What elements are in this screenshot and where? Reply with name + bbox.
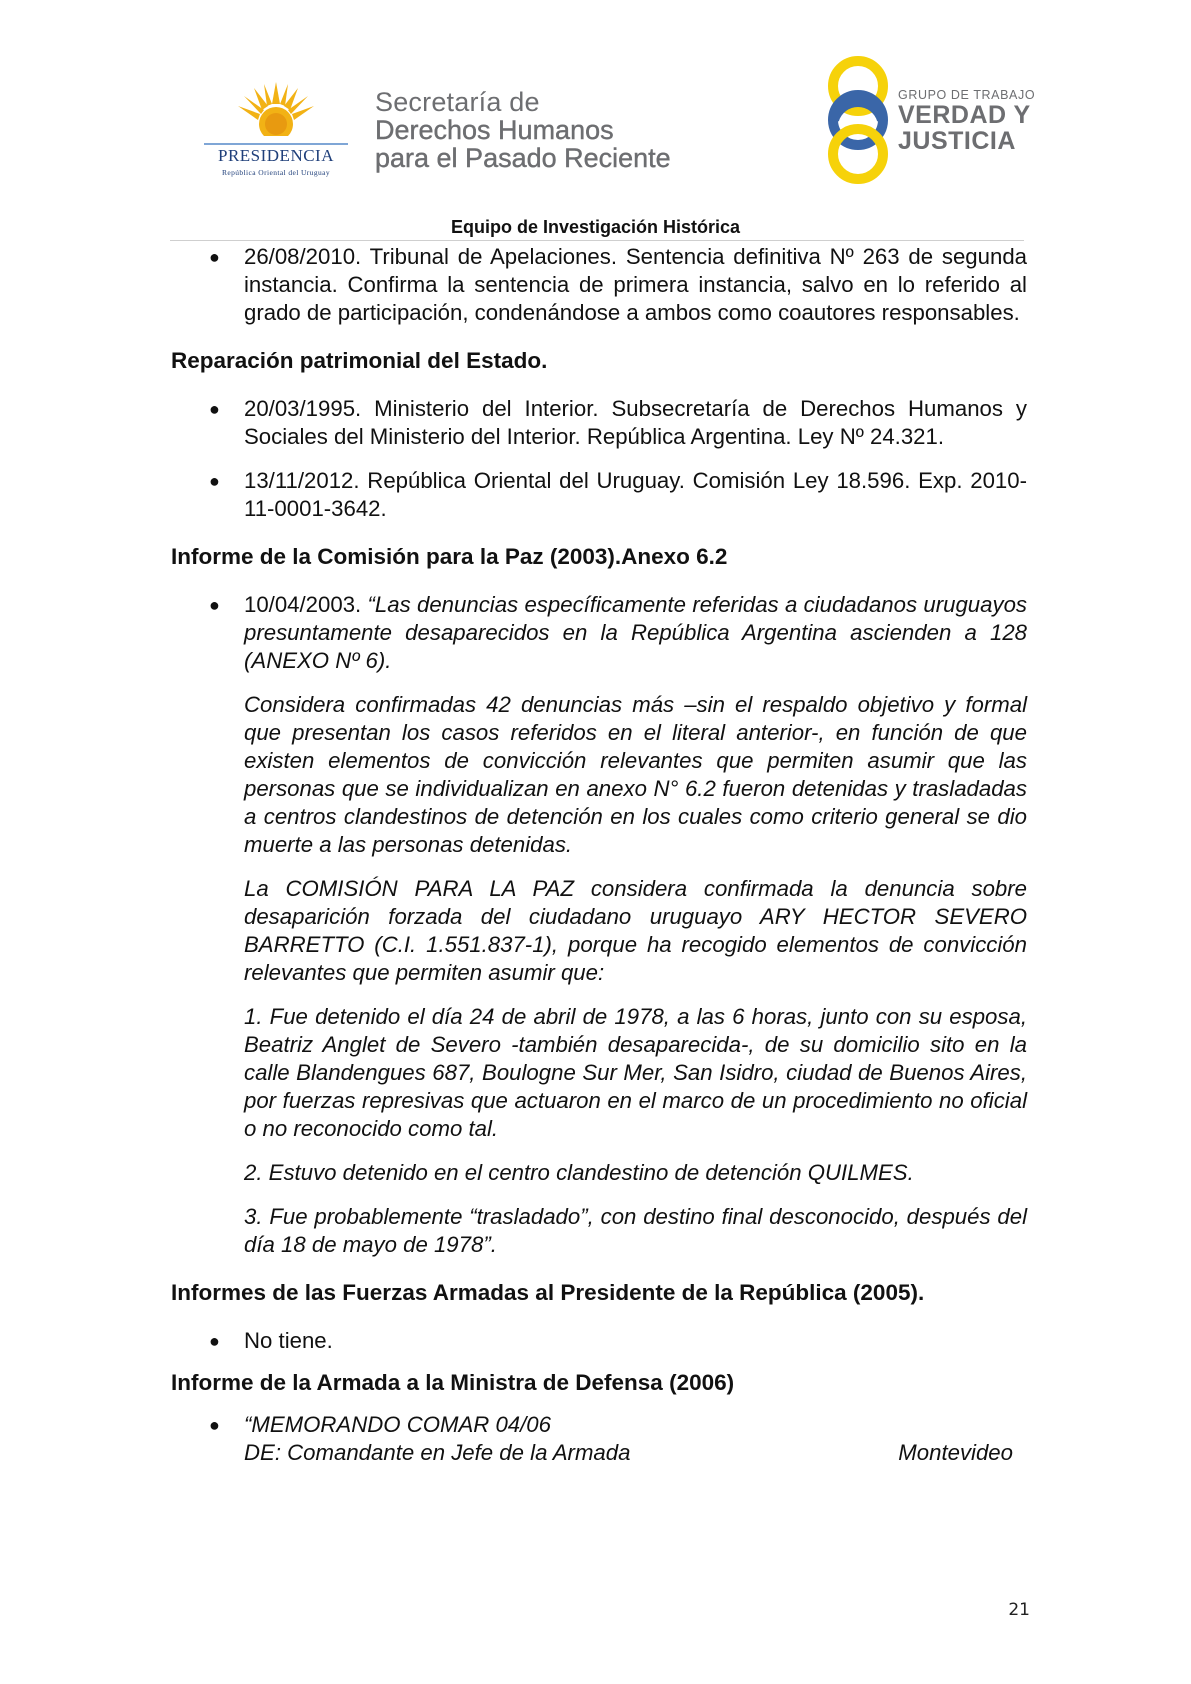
bullet-icon: ●	[209, 1331, 220, 1351]
presidencia-subtitle: República Oriental del Uruguay	[221, 168, 330, 177]
bullet-icon: ●	[209, 1415, 220, 1435]
header-divider	[170, 240, 1024, 241]
document-body	[171, 243, 1027, 1467]
section-heading: Informes de las Fuerzas Armadas al Presidente de la República (2005).	[171, 1280, 925, 1305]
bullet-icon: ●	[209, 247, 220, 267]
quote-paragraph: Considera confirmadas 42 denuncias más –sin el respaldo objetivo y formal que presentan los casos referidos en el literal anterior-, en función de que existen elementos de convicción relevantes que permiten asumir que las personas que se individualizan en anexo N° 6.2 fueron detenidas y trasladadas a centros clandestinos de detención en los cuales como criterio general se dio muerte a las personas detenidas.	[244, 692, 1027, 857]
quote-paragraph: 2. Estuvo detenido en el centro clandestino de detención QUILMES.	[244, 1160, 914, 1185]
memo-line-2	[244, 1439, 1027, 1467]
sun-icon	[234, 80, 318, 144]
list-item	[171, 1327, 1027, 1355]
secretaria-wordmark	[375, 88, 671, 172]
memo-place: Montevideo	[898, 1440, 1013, 1465]
section-heading: Reparación patrimonial del Estado.	[171, 348, 548, 373]
team-title: Equipo de Investigación Histórica	[450, 217, 741, 237]
quote-paragraph: 3. Fue probablemente “trasladado”, con destino final desconocido, después del día 18 de mayo de 1978”.	[244, 1204, 1027, 1257]
secretaria-line-2: Derechos Humanos	[375, 115, 614, 145]
presidencia-logo	[196, 80, 356, 180]
verdad-label: VERDAD Y	[898, 101, 1031, 129]
list-item	[171, 591, 1027, 675]
presidencia-wordmark: PRESIDENCIA	[217, 146, 334, 165]
verdad-justicia-wordmark	[898, 88, 1035, 154]
justicia-label: JUSTICIA	[898, 127, 1016, 155]
page-header	[0, 0, 1191, 245]
list-item	[171, 395, 1027, 451]
memo-from: DE: Comandante en Jefe de la Armada	[244, 1440, 631, 1465]
presidencia-rule	[204, 143, 348, 145]
item-text: 26/08/2010. Tribunal de Apelaciones. Sentencia definitiva Nº 263 de segunda instancia. Confirma la sentencia de primera instancia, salvo en lo referido al grado de participación, condenándose a ambos como coautores responsables.	[244, 244, 1027, 325]
memo-line-1: “MEMORANDO COMAR 04/06	[244, 1412, 551, 1437]
secretaria-line-1: Secretaría de	[375, 87, 540, 117]
bullet-icon: ●	[209, 595, 220, 615]
bullet-icon: ●	[209, 471, 220, 491]
item-date: 10/04/2003.	[244, 592, 362, 617]
section-heading: Informe de la Comisión para la Paz (2003).Anexo 6.2	[171, 544, 728, 569]
quote-paragraph: 1. Fue detenido el día 24 de abril de 1978, a las 6 horas, junto con su esposa, Beatriz Anglet de Severo -también desaparecida-, de su domicilio sito en la calle Blandengues 687, Boulogne Sur Mer, San Isidro, ciudad de Buenos Aires, por fuerzas represivas que actuaron en el marco de un procedimiento no oficial o no reconocido como tal.	[244, 1004, 1027, 1141]
item-quote: “Las denuncias específicamente referidas a ciudadanos uruguayos presuntamente desaparecidos en la República Argentina ascienden a 128 (ANEXO Nº 6).	[244, 592, 1027, 673]
quote-paragraph: La COMISIÓN PARA LA PAZ considera confirmada la denuncia sobre desaparición forzada del ciudadano uruguayo ARY HECTOR SEVERO BARRETTO (C.I. 1.551.837-1), porque ha recogido elementos de convicción relevantes que permiten asumir que:	[244, 876, 1027, 985]
list-item	[171, 243, 1027, 327]
item-text: No tiene.	[244, 1328, 333, 1353]
bullet-icon: ●	[209, 399, 220, 419]
item-text: 13/11/2012. República Oriental del Uruguay. Comisión Ley 18.596. Exp. 2010-11-0001-3642.	[244, 468, 1027, 521]
list-item	[171, 1411, 1027, 1467]
item-text: 20/03/1995. Ministerio del Interior. Subsecretaría de Derechos Humanos y Sociales del Ministerio del Interior. República Argentina. Ley Nº 24.321.	[244, 396, 1027, 449]
list-item	[171, 467, 1027, 523]
secretaria-line-3: para el Pasado Reciente	[375, 143, 671, 173]
section-heading: Informe de la Armada a la Ministra de Defensa (2006)	[171, 1370, 735, 1395]
verdad-justicia-logo-icon	[820, 56, 910, 184]
page-number: 21	[1008, 1600, 1030, 1620]
grupo-trabajo-label: GRUPO DE TRABAJO	[898, 88, 1036, 102]
